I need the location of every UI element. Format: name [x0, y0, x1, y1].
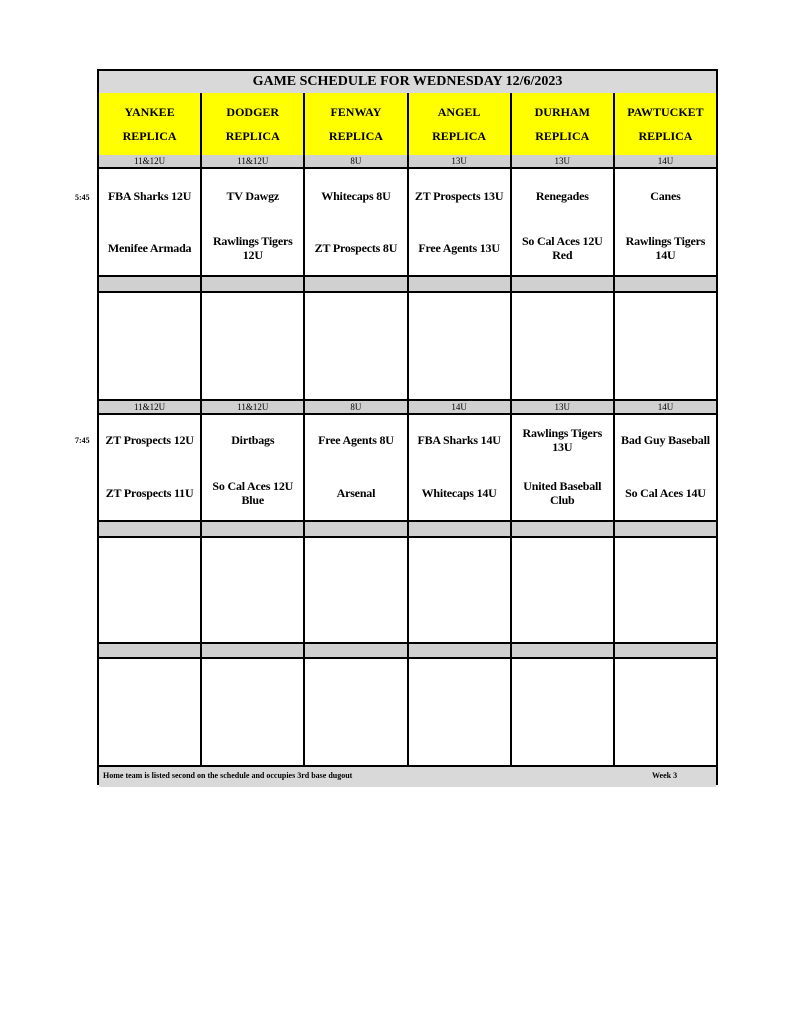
game-cell [305, 415, 408, 520]
field-sub: REPLICA [638, 129, 693, 143]
home-team: So Cal Aces 12U Red [521, 234, 603, 262]
away-team: Rawlings Tigers 13U [522, 426, 603, 454]
gray-band [99, 275, 716, 293]
age-row-slot-2 [99, 399, 716, 415]
field-name: DODGER [226, 105, 280, 119]
field-sub: REPLICA [535, 129, 590, 143]
schedule-table [97, 69, 718, 785]
home-team: ZT Prospects 11U [105, 486, 194, 500]
field-sub: REPLICA [225, 129, 280, 143]
home-team: ZT Prospects 8U [314, 241, 398, 255]
age-row-slot-1 [99, 155, 716, 169]
game-cell [409, 169, 512, 275]
game-cell [409, 415, 512, 520]
game-cell [99, 169, 202, 275]
away-team: ZT Prospects 13U [414, 189, 504, 203]
game-cell [202, 169, 305, 275]
home-team: United Baseball Club [523, 479, 602, 507]
empty-game-row [99, 293, 716, 399]
game-row-slot-1 [99, 169, 716, 275]
away-team: Renegades [535, 189, 589, 203]
empty-game-row [99, 659, 716, 765]
field-header [512, 93, 615, 155]
game-cell [512, 169, 615, 275]
age-cell: 8U [305, 401, 408, 415]
away-team: Bad Guy Baseball [621, 433, 710, 447]
field-header [409, 93, 512, 155]
field-name: PAWTUCKET [627, 105, 704, 119]
home-team: Arsenal [336, 486, 376, 500]
field-name: DURHAM [534, 105, 590, 119]
age-cell: 8U [305, 155, 408, 169]
age-cell: 11&12U [202, 401, 305, 415]
away-team: FBA Sharks 14U [417, 433, 501, 447]
field-header-row [99, 93, 716, 156]
game-cell [202, 415, 305, 520]
field-name: FENWAY [330, 105, 382, 119]
age-cell: 13U [512, 401, 615, 415]
field-name: YANKEE [124, 105, 175, 119]
home-team: Menifee Armada [107, 241, 192, 255]
field-header [99, 93, 202, 155]
age-cell: 13U [512, 155, 615, 169]
schedule-title: GAME SCHEDULE FOR WEDNESDAY 12/6/2023 [99, 71, 716, 95]
time-slot-1: 5:45 [75, 193, 90, 202]
home-team: Rawlings Tigers 12U [212, 234, 293, 262]
field-header [305, 93, 408, 155]
home-team: So Cal Aces 14U [625, 486, 706, 500]
age-cell: 14U [409, 401, 512, 415]
age-cell: 14U [615, 401, 716, 415]
week-label: Week 3 [652, 771, 678, 780]
time-slot-2: 7:45 [75, 436, 90, 445]
home-team: Whitecaps 14U [421, 486, 497, 500]
away-team: Canes [650, 189, 681, 203]
footer-note: Home team is listed second on the schedule and occupies 3rd base dugout [103, 771, 353, 780]
game-cell [305, 169, 408, 275]
field-header [615, 93, 716, 155]
age-cell: 11&12U [99, 401, 202, 415]
away-team: Free Agents 8U [318, 433, 394, 447]
field-sub: REPLICA [328, 129, 383, 143]
game-cell [512, 415, 615, 520]
home-team: Rawlings Tigers 14U [625, 234, 706, 262]
away-team: ZT Prospects 12U [105, 433, 194, 447]
field-sub: REPLICA [432, 129, 487, 143]
footer-bar [99, 765, 716, 787]
field-sub: REPLICA [122, 129, 177, 143]
away-team: Dirtbags [231, 433, 275, 447]
home-team: So Cal Aces 12U Blue [212, 479, 294, 507]
game-cell [615, 169, 716, 275]
age-cell: 14U [615, 155, 716, 169]
empty-game-row [99, 538, 716, 642]
away-team: FBA Sharks 12U [107, 189, 192, 203]
gray-band [99, 520, 716, 538]
gray-band [99, 642, 716, 659]
home-team: Free Agents 13U [418, 241, 500, 255]
game-cell [615, 415, 716, 520]
game-cell [99, 415, 202, 520]
game-row-slot-2 [99, 415, 716, 520]
field-name: ANGEL [437, 105, 481, 119]
age-cell: 11&12U [99, 155, 202, 169]
away-team: TV Dawgz [226, 189, 280, 203]
field-header [202, 93, 305, 155]
age-cell: 11&12U [202, 155, 305, 169]
age-cell: 13U [409, 155, 512, 169]
away-team: Whitecaps 8U [321, 189, 391, 203]
